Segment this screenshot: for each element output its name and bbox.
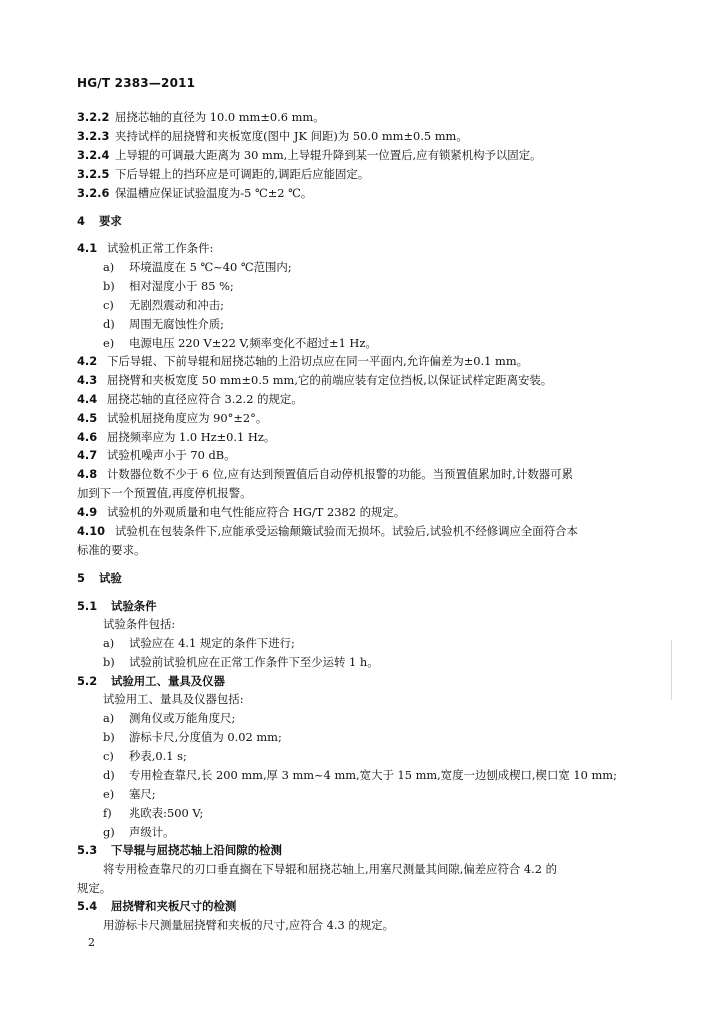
clause-text: 上导辊的可调最大距离为 30 mm,上导辊升降到某一位置后,应有锁紧机构予以固定。 (115, 148, 542, 162)
item-text: 测角仪或万能角度尺; (129, 711, 236, 725)
clause-4-6 (77, 429, 275, 445)
clause-number: 4.10 (77, 524, 106, 538)
section-5-heading (77, 570, 122, 586)
clause-5-2-heading (77, 673, 225, 689)
section-title: 试验 (99, 571, 122, 585)
item-label: d) (103, 768, 115, 782)
list-item (103, 786, 156, 802)
item-text: 塞尺; (129, 787, 156, 801)
clause-4-7 (77, 447, 236, 463)
item-text: 周围无腐蚀性介质; (129, 317, 224, 331)
clause-5-1-intro: 试验条件包括: (103, 617, 176, 631)
clause-number: 4.9 (77, 505, 98, 519)
clause-number: 4.6 (77, 430, 98, 444)
item-label: a) (103, 711, 115, 725)
section-number: 4 (77, 214, 85, 228)
clause-4-8 (77, 466, 573, 482)
item-text: 无剧烈震动和冲击; (129, 298, 224, 312)
clause-text: 试验机屈挠角度应为 90°±2°。 (107, 411, 268, 425)
clause-text-line1: 计数器位数不少于 6 位,应有达到预置值后自动停机报警的功能。当预置值累加时,计数器可累 (107, 467, 573, 481)
clause-4-5 (77, 410, 267, 426)
item-label: e) (103, 787, 115, 801)
list-item (103, 297, 224, 313)
item-label: a) (103, 260, 115, 274)
list-item (103, 805, 203, 821)
clause-number: 3.2.6 (77, 186, 110, 200)
item-text: 试验前试验机应在正常工作条件下至少运转 1 h。 (129, 655, 379, 669)
clause-text: 屈挠芯轴的直径应符合 3.2.2 的规定。 (107, 392, 303, 406)
list-item (103, 316, 224, 332)
clause-number: 4.3 (77, 373, 98, 387)
item-text: 专用检查靠尺,长 200 mm,厚 3 mm~4 mm,宽大于 15 mm,宽度一边刨成楔口,楔口宽 10 mm; (129, 768, 617, 782)
clause-4-8-continued: 加到下一个预置值,再度停机报警。 (77, 486, 252, 500)
item-label: b) (103, 279, 115, 293)
clause-text: 保温槽应保证试验温度为-5 ℃±2 ℃。 (115, 186, 313, 200)
item-label: c) (103, 298, 114, 312)
scan-edge-line (671, 640, 672, 700)
clause-text: 下后导辊上的挡环应是可调距的,调距后应能固定。 (115, 167, 370, 181)
item-label: b) (103, 655, 115, 669)
item-text: 秒表,0.1 s; (129, 749, 187, 763)
page-number: 2 (88, 936, 95, 949)
clause-5-3-heading (77, 842, 282, 858)
clause-number: 5.4 (77, 899, 98, 913)
clause-text: 屈挠芯轴的直径为 10.0 mm±0.6 mm。 (115, 110, 325, 124)
list-item (103, 729, 282, 745)
list-item (103, 259, 292, 275)
clause-text: 屈挠频率应为 1.0 Hz±0.1 Hz。 (107, 430, 276, 444)
clause-number: 4.7 (77, 448, 98, 462)
item-label: c) (103, 749, 114, 763)
clause-4-10 (77, 523, 578, 539)
item-text: 环境温度在 5 ℃~40 ℃范围内; (129, 260, 292, 274)
clause-text: 夹持试样的屈挠臂和夹板宽度(图中 JK 间距)为 50.0 mm±0.5 mm。 (115, 129, 468, 143)
clause-text: 屈挠臂和夹板宽度 50 mm±0.5 mm,它的前端应装有定位挡板,以保证试样定距离安装。 (107, 373, 553, 387)
list-item (103, 824, 175, 840)
clause-number: 4.4 (77, 392, 98, 406)
section-number: 5 (77, 571, 85, 585)
clause-4-10-continued: 标准的要求。 (77, 543, 146, 557)
item-label: d) (103, 317, 115, 331)
clause-3-2-4 (77, 147, 541, 163)
clause-text: 试验机正常工作条件: (107, 241, 214, 255)
clause-5-1-heading (77, 598, 157, 614)
clause-3-2-6 (77, 185, 312, 201)
clause-number: 5.3 (77, 843, 98, 857)
list-item (103, 767, 617, 783)
clause-number: 4.8 (77, 467, 98, 481)
clause-4-4 (77, 391, 303, 407)
section-title: 要求 (99, 214, 122, 228)
clause-text-line1: 试验机在包装条件下,应能承受运输颠簸试验而无损坏。试验后,试验机不经修调应全面符合本 (115, 524, 578, 538)
clause-4-9 (77, 504, 405, 520)
item-text: 声级计。 (129, 825, 175, 839)
clause-title: 试验用工、量具及仪器 (111, 674, 225, 688)
item-label: b) (103, 730, 115, 744)
clause-3-2-5 (77, 166, 369, 182)
item-text: 兆欧表:500 V; (129, 806, 204, 820)
list-item (103, 654, 379, 670)
clause-text: 下后导辊、下前导辊和屈挠芯轴的上沿切点应在同一平面内,允许偏差为±0.1 mm。 (107, 354, 529, 368)
clause-4-3 (77, 372, 552, 388)
clause-5-3-text-line1: 将专用检查靠尺的刃口垂直搁在下导辊和屈挠芯轴上,用塞尺测量其间隙,偏差应符合 4.2 的 (103, 862, 558, 876)
clause-number: 3.2.5 (77, 167, 110, 181)
clause-3-2-2 (77, 109, 325, 125)
clause-title: 试验条件 (111, 599, 157, 613)
item-label: f) (103, 806, 112, 820)
clause-5-4-text: 用游标卡尺测量屈挠臂和夹板的尺寸,应符合 4.3 的规定。 (103, 918, 394, 932)
list-item (103, 335, 377, 351)
clause-number: 5.1 (77, 599, 98, 613)
standard-header: HG/T 2383—2011 (77, 76, 196, 90)
clause-number: 3.2.3 (77, 129, 110, 143)
list-item (103, 278, 234, 294)
clause-4-1 (77, 240, 213, 256)
clause-5-3-text-line2: 规定。 (77, 881, 112, 895)
list-item (103, 710, 235, 726)
clause-3-2-3 (77, 128, 468, 144)
clause-4-2 (77, 353, 528, 369)
clause-5-2-intro: 试验用工、量具及仪器包括: (103, 692, 244, 706)
clause-5-4-heading (77, 898, 236, 914)
item-text: 电源电压 220 V±22 V,频率变化不超过±1 Hz。 (129, 336, 377, 350)
clause-text: 试验机的外观质量和电气性能应符合 HG/T 2382 的规定。 (107, 505, 406, 519)
item-text: 游标卡尺,分度值为 0.02 mm; (129, 730, 282, 744)
item-label: e) (103, 336, 115, 350)
clause-number: 4.5 (77, 411, 98, 425)
list-item (103, 635, 295, 651)
clause-number: 5.2 (77, 674, 98, 688)
item-label: a) (103, 636, 115, 650)
clause-title: 下导辊与屈挠芯轴上沿间隙的检测 (111, 843, 282, 857)
item-label: g) (103, 825, 115, 839)
clause-number: 4.2 (77, 354, 98, 368)
item-text: 试验应在 4.1 规定的条件下进行; (129, 636, 295, 650)
clause-number: 4.1 (77, 241, 98, 255)
clause-text: 试验机噪声小于 70 dB。 (107, 448, 236, 462)
list-item (103, 748, 187, 764)
clause-number: 3.2.2 (77, 110, 110, 124)
item-text: 相对湿度小于 85 %; (129, 279, 234, 293)
section-4-heading (77, 213, 122, 229)
clause-number: 3.2.4 (77, 148, 110, 162)
clause-title: 屈挠臂和夹板尺寸的检测 (111, 899, 237, 913)
